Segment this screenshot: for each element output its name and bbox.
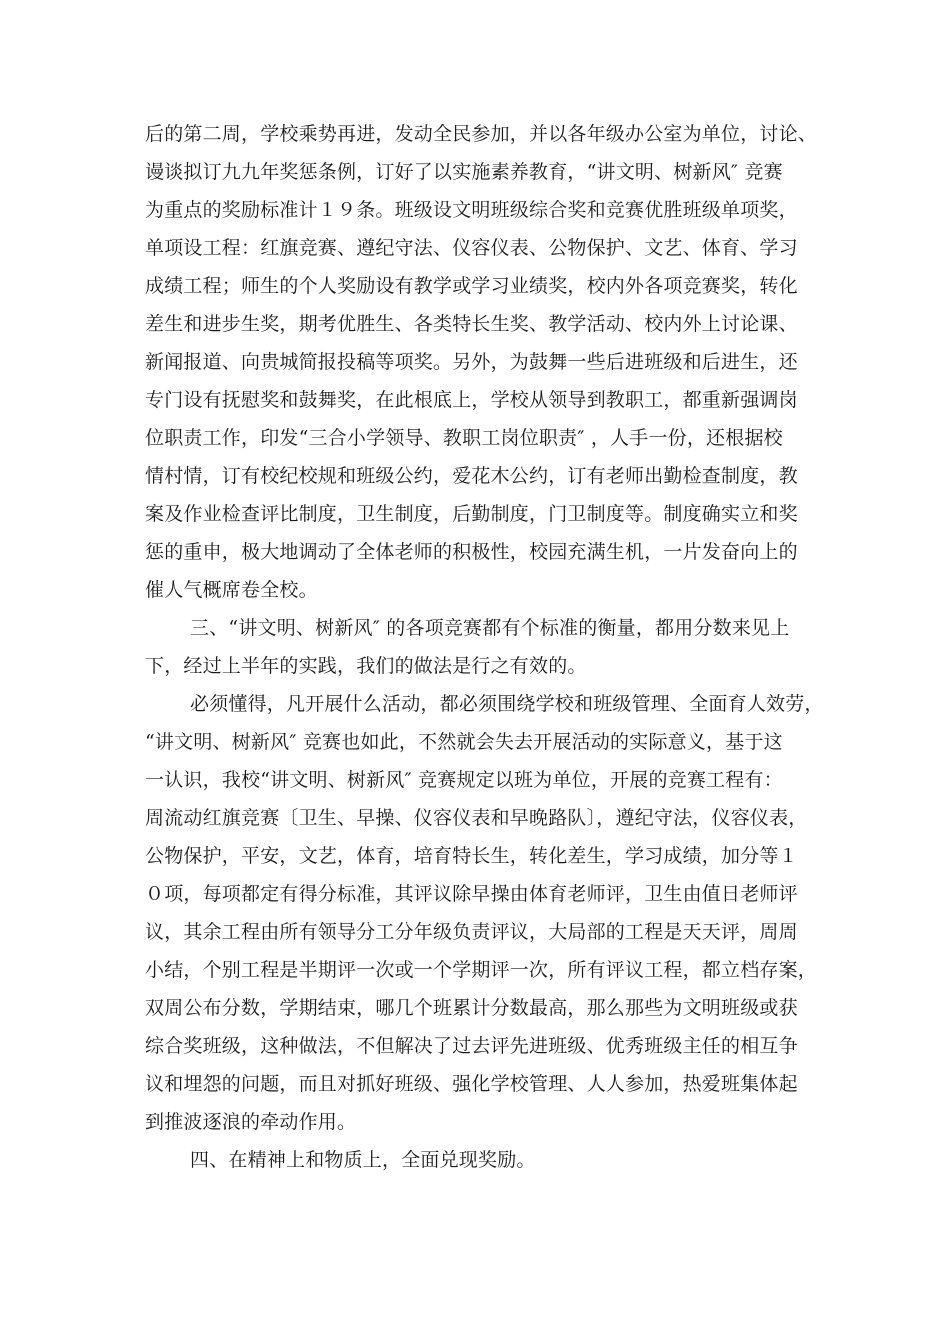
text-line: 谩谈拟订九九年奖惩条例，订好了以实施素养教育，“讲文明、树新风″ 竞赛	[145, 161, 783, 183]
text-line: 成绩工程；师生的个人奖励设有教学或学习业绩奖，校内外各项竞赛奖，转化	[145, 275, 798, 297]
text-line: 公物保护，平安，文艺，体育，培育特长生，转化差生，学习成绩，加分等１	[145, 845, 798, 867]
paragraph-start: 必须懂得，凡开展什么活动，都必须围绕学校和班级管理、全面育人效劳，	[190, 693, 824, 715]
text-line: 为重点的奖励标准计１９条。班级设文明班级综合奖和竞赛优胜班级单项奖，	[145, 199, 798, 221]
text-line: 综合奖班级，这种做法，不但解决了过去评先进班级、优秀班级主任的相互争	[145, 1035, 798, 1057]
text-line: 情村情，订有校纪校规和班级公约，爱花木公约，订有老师出勤检查制度，教	[145, 465, 798, 487]
text-line: 议和埋怨的问题，而且对抓好班级、强化学校管理、人人参加，热爱班集体起	[145, 1073, 798, 1095]
text-line: 小结，个别工程是半期评一次或一个学期评一次，所有评议工程，都立档存案，	[145, 959, 818, 981]
text-line: 案及作业检查评比制度，卫生制度，后勤制度，门卫制度等。制度确实立和奖	[145, 503, 798, 525]
text-line: 位职责工作，印发“三合小学领导、教职工岗位职责″ ，人手一份，还根据校	[145, 427, 783, 449]
section-heading: 三、“讲文明、树新风″ 的各项竞赛都有个标准的衡量，都用分数来见上	[190, 617, 790, 639]
text-line: 下，经过上半年的实践，我们的做法是行之有效的。	[145, 655, 587, 677]
text-line: 周流动红旗竞赛〔卫生、早操、仪容仪表和早晚路队〕，遵纪守法，仪容仪表，	[145, 807, 808, 829]
text-line: 议，其余工程由所有领导分工分年级负责评议，大局部的工程是天天评，周周	[145, 921, 798, 943]
text-line: 专门设有抚慰奖和鼓舞奖，在此根底上，学校从领导到教职工，都重新强调岗	[145, 389, 798, 411]
text-line: ０项，每项都定有得分标准，其评议除早操由体育老师评，卫生由值日老师评	[145, 883, 798, 905]
text-line: 差生和进步生奖，期考优胜生、各类特长生奖、教学活动、校内外上讨论课、	[145, 313, 798, 335]
text-line: 催人气概席卷全校。	[145, 579, 318, 601]
text-line: 新闻报道、向贵城简报投稿等项奖。另外，为鼓舞一些后进班级和后进生，还	[145, 351, 798, 373]
text-line: 单项设工程：红旗竞赛、遵纪守法、仪容仪表、公物保护、文艺、体育、学习	[145, 237, 798, 259]
text-line: 后的第二周，学校乘势再进，发动全民参加，并以各年级办公室为单位，讨论、	[145, 123, 818, 145]
text-line: “讲文明、树新风″ 竞赛也如此，不然就会失去开展活动的实际意义，基于这	[145, 731, 783, 753]
section-heading: 四、在精神上和物质上，全面兑现奖励。	[190, 1149, 536, 1171]
text-line: 到推波逐浪的牵动作用。	[145, 1111, 357, 1133]
text-line: 双周公布分数，学期结束，哪几个班累计分数最高，那么那些为文明班级或获	[145, 997, 798, 1019]
text-line: 惩的重申，极大地调动了全体老师的积极性，校园充满生机，一片发奋向上的	[145, 541, 798, 563]
text-line: 一认识，我校“讲文明、树新风″ 竞赛规定以班为单位，开展的竞赛工程有：	[145, 769, 783, 791]
